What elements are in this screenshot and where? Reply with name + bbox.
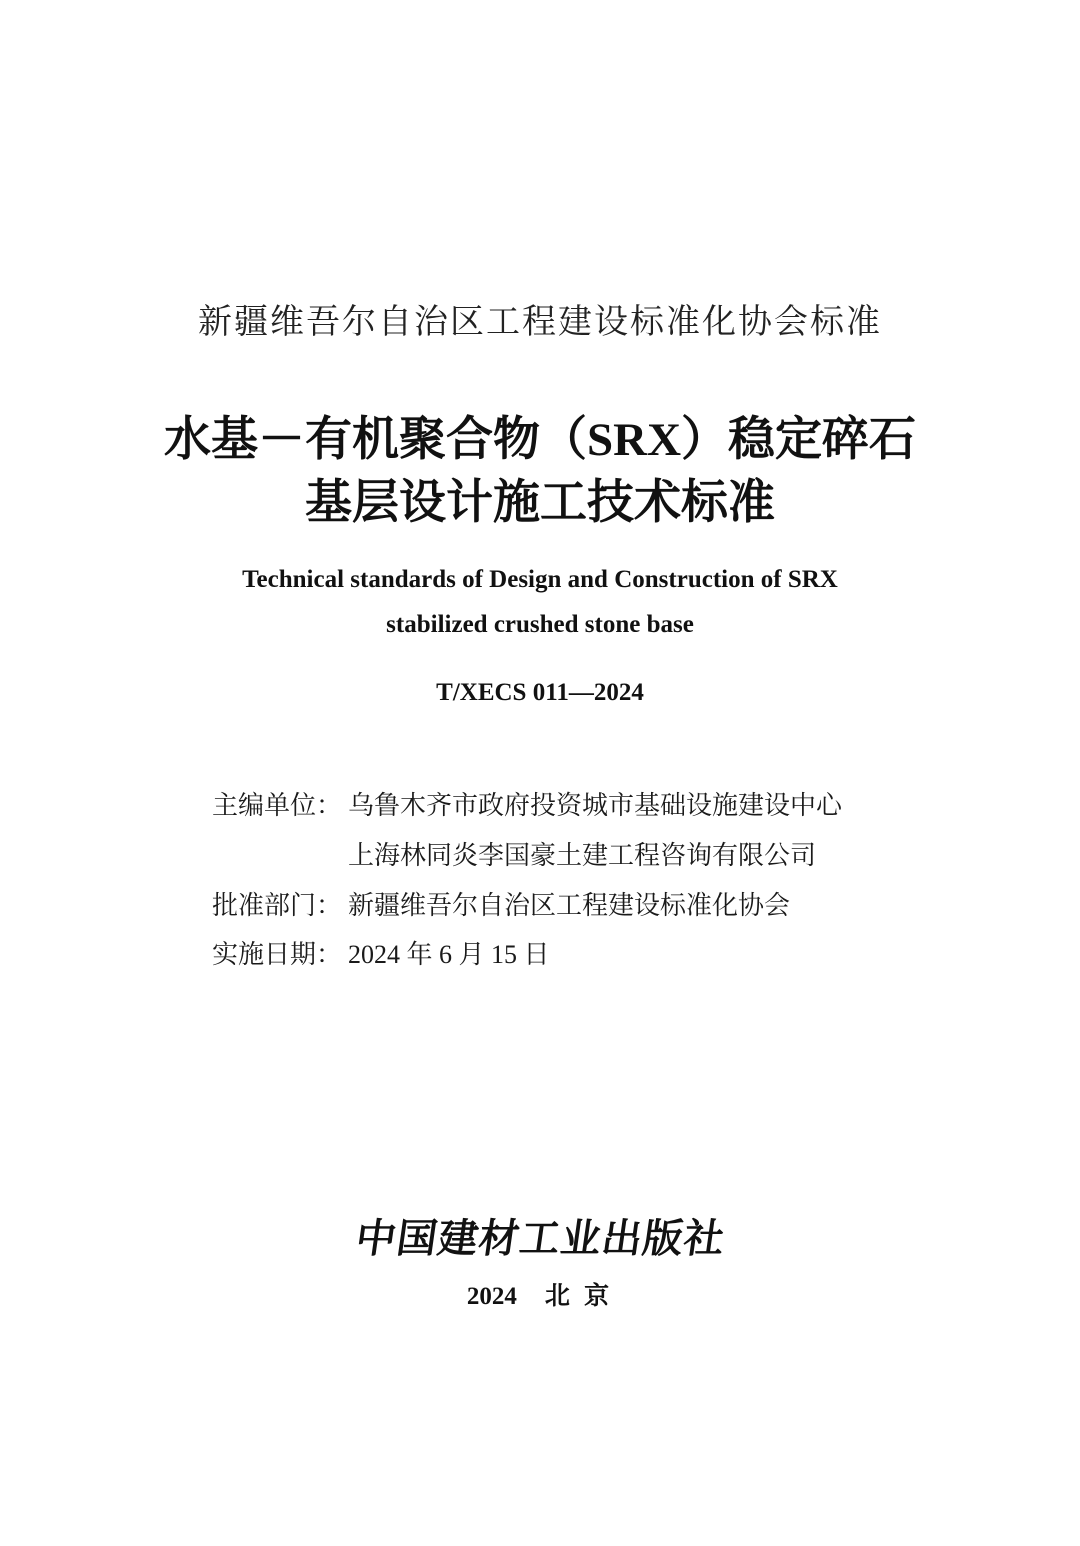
info-row-effective-date: [212, 940, 972, 970]
document-title-line-1: 水基－有机聚合物（SRX）稳定碎石: [163, 414, 917, 466]
publication-year: 2024: [466, 1283, 517, 1310]
document-title-line-2: 基层设计施工技术标准: [305, 477, 775, 529]
publication-year-city: [0, 1283, 1080, 1311]
info-label-approving-dept: 批准部门：: [212, 891, 343, 920]
info-row-approving-dept: [212, 891, 972, 921]
info-label-chief-editor: 主编单位：: [212, 791, 343, 820]
standard-number: T/XECS 011—2024: [436, 679, 644, 706]
issuing-organization-heading: 新疆维吾尔自治区工程建设标准化协会标准: [198, 302, 882, 342]
publisher-name: 中国建材工业出版社: [352, 1216, 728, 1261]
info-label-effective-date: 实施日期：: [212, 940, 343, 969]
info-value-approving-dept: 新疆维吾尔自治区工程建设标准化协会: [348, 891, 791, 920]
info-value-chief-editor-2: 上海林同炎李国豪土建工程咨询有限公司: [348, 841, 817, 870]
english-title-line-1: Technical standards of Design and Construction of SRX: [242, 566, 838, 593]
info-row-chief-editor-continued: [212, 841, 972, 871]
info-value-effective-date: 2024 年 6 月 15 日: [348, 940, 550, 969]
info-row-chief-editor: [212, 791, 972, 821]
publisher-logo: [0, 1216, 1080, 1262]
english-title-line-2: stabilized crushed stone base: [386, 611, 694, 638]
info-value-chief-editor-1: 乌鲁木齐市政府投资城市基础设施建设中心: [348, 791, 843, 820]
publication-city: 北 京: [544, 1283, 614, 1310]
